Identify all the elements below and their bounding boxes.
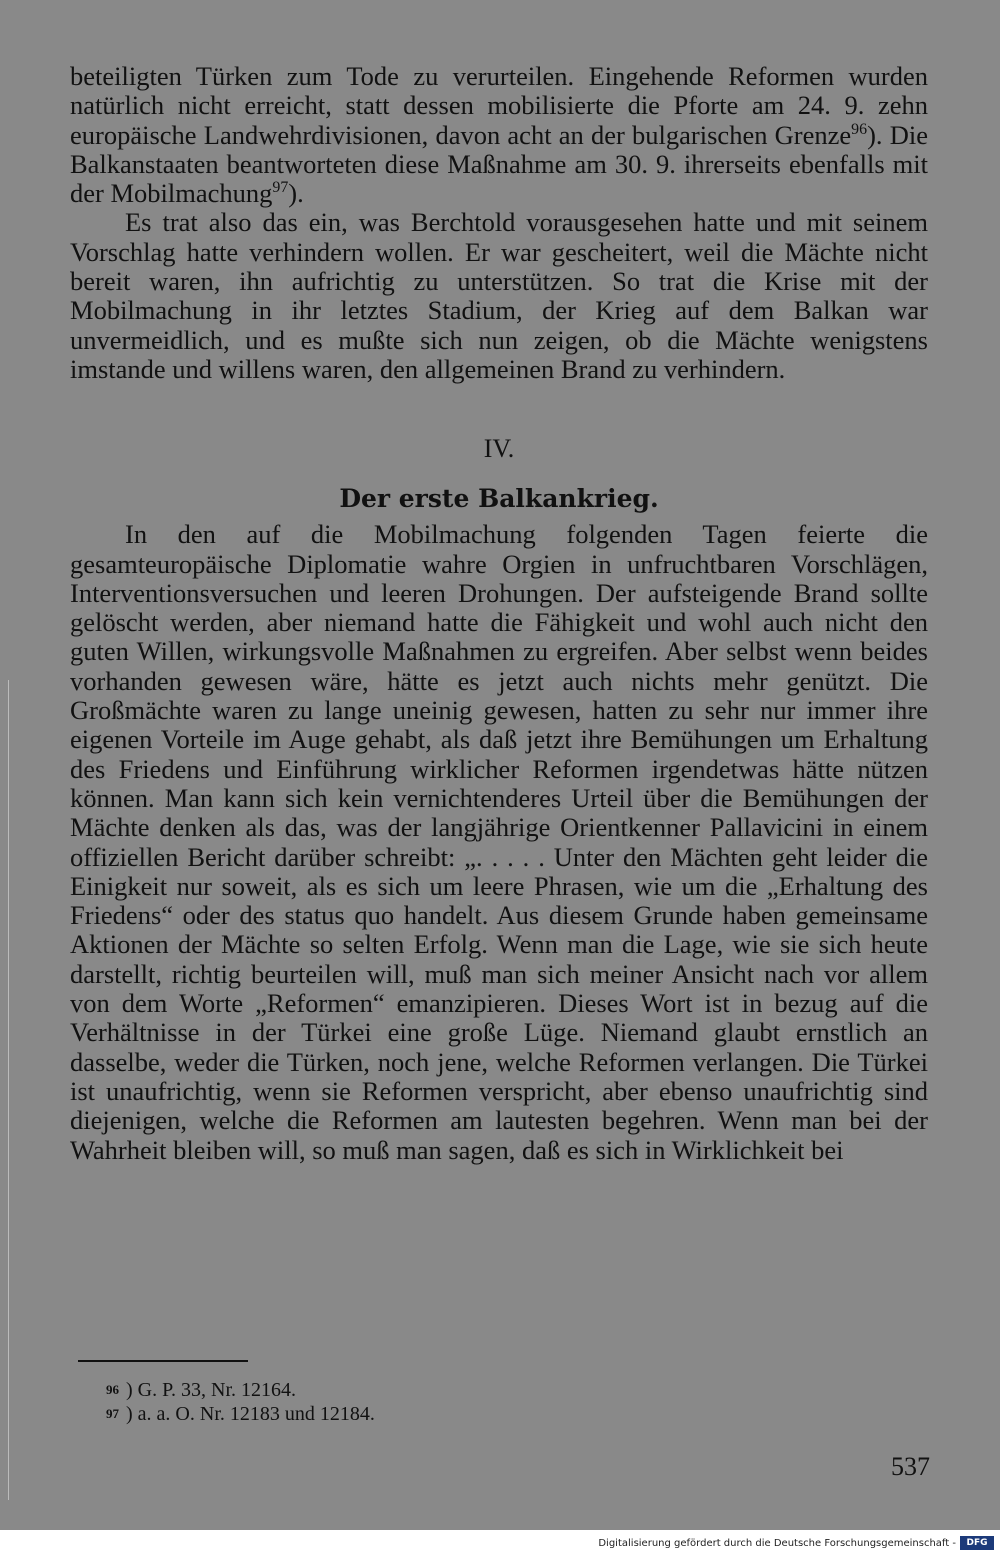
page-body [70,62,928,1165]
footnote-ref-96[interactable]: 96 [851,120,868,138]
footnote-96 [106,1378,375,1402]
paragraph-1-text-a: beteiligten Türken zum Tode zu verurteilen. Eingehende Reformen wurden natürlich nicht erreicht, statt dessen mobilisierte die Pforte am 24. 9. zehn europäische Landwehrdivisionen, davon acht an der bulgarischen Grenze [70,61,928,150]
section-title: Der erste Balkankrieg. [339,484,659,514]
footnote-divider [78,1360,248,1362]
footnote-text: G. P. 33, Nr. 12164. [137,1379,297,1401]
digitization-credit: Digitalisierung gefördert durch die Deutsche Forschungsgemeinschaft - [598,1538,956,1549]
footnote-mark: 97 [106,1406,119,1421]
footnotes [106,1378,375,1426]
paragraph-1 [70,62,928,208]
footnote-mark: 96 [106,1382,119,1397]
footnote-97 [106,1402,375,1426]
paragraph-1-text-c: ). [288,178,304,209]
footnote-paren: ) [126,1379,138,1401]
footnote-paren: ) [126,1403,138,1425]
footnote-text: a. a. O. Nr. 12183 und 12184. [137,1403,375,1425]
dfg-logo: DFG [960,1536,994,1550]
paragraph-3: In den auf die Mobilmachung folgenden Tagen feierte die gesamteuropäische Diplomatie wahre Orgien in unfruchtbaren Vorschlägen, Interventionsversuchen und leeren Drohungen. Der aufsteigende Brand sollte gelöscht werden, aber niemand hatte die Fähigkeit und wohl auch nicht den guten Willen, wirkungsvolle Maßnahmen zu ergreifen. Aber selbst wenn beides vorhanden gewesen wäre, hätte es jetzt auch nichts mehr genützt. Die Großmächte waren zu lange uneinig gewesen, hatten zu sehr nur immer ihre eigenen Vorteile im Auge gehabt, als daß jetzt ihre Bemühungen um Erhaltung des Friedens und Einführung wirklicher Reformen irgendetwas hätte nützen können. Man kann sich kein vernichtenderes Urteil über die Bemühungen der Mächte denken als das, was der langjährige Orientkenner Pallavicini in einem offiziellen Bericht darüber schreibt: „. . . . . Unter den Mächten geht leider die Einigkeit nur soweit, als es sich um leere Phrasen, wie um die „Erhaltung des Friedens“ oder des status quo handelt. Aus diesem Grunde haben gemeinsame Aktionen der Mächte so selten Erfolg. Wenn man die Lage, wie sie sich heute darstellt, richtig beurteilen will, muß man sich meiner Ansicht nach vor allem von dem Worte „Reformen“ emanzipieren. Dieses Wort ist in bezug auf die Verhältnisse in der Türkei eine große Lüge. Niemand glaubt ernstlich an dasselbe, weder die Türken, noch jene, welche Reformen verlangen. Die Türkei ist unaufrichtig, wenn sie Reformen verspricht, aber ebenso unaufrichtig sind diejenigen, welche die Reformen am lautesten begehren. Wenn man bei der Wahrheit bleiben will, so muß man sagen, daß es sich in Wirklichkeit bei [70,519,928,1165]
paragraph-2: Es trat also das ein, was Berchtold vorausgesehen hatte und mit seinem Vorschlag hatte verhindern wollen. Er war gescheitert, weil die Mächte nicht bereit waren, ihn aufrichtig zu unterstützen. So trat die Krise mit der Mobilmachung in ihr letztes Stadium, der Krieg auf dem Balkan war unvermeidlich, und es mußte sich nun zeigen, ob die Mächte wenigstens imstande und willens waren, den allgemeinen Brand zu verhindern. [70,207,928,384]
page-number: 537 [891,1452,930,1481]
margin-line [8,680,9,1500]
paragraph-1-text-b: ). Die Balkanstaaten beantworteten diese Maßnahme am 30. 9. ihrerseits ebenfalls mit der Mobilmachung [70,119,928,209]
footnote-ref-97[interactable]: 97 [272,179,289,197]
section-number: IV. [483,434,515,464]
